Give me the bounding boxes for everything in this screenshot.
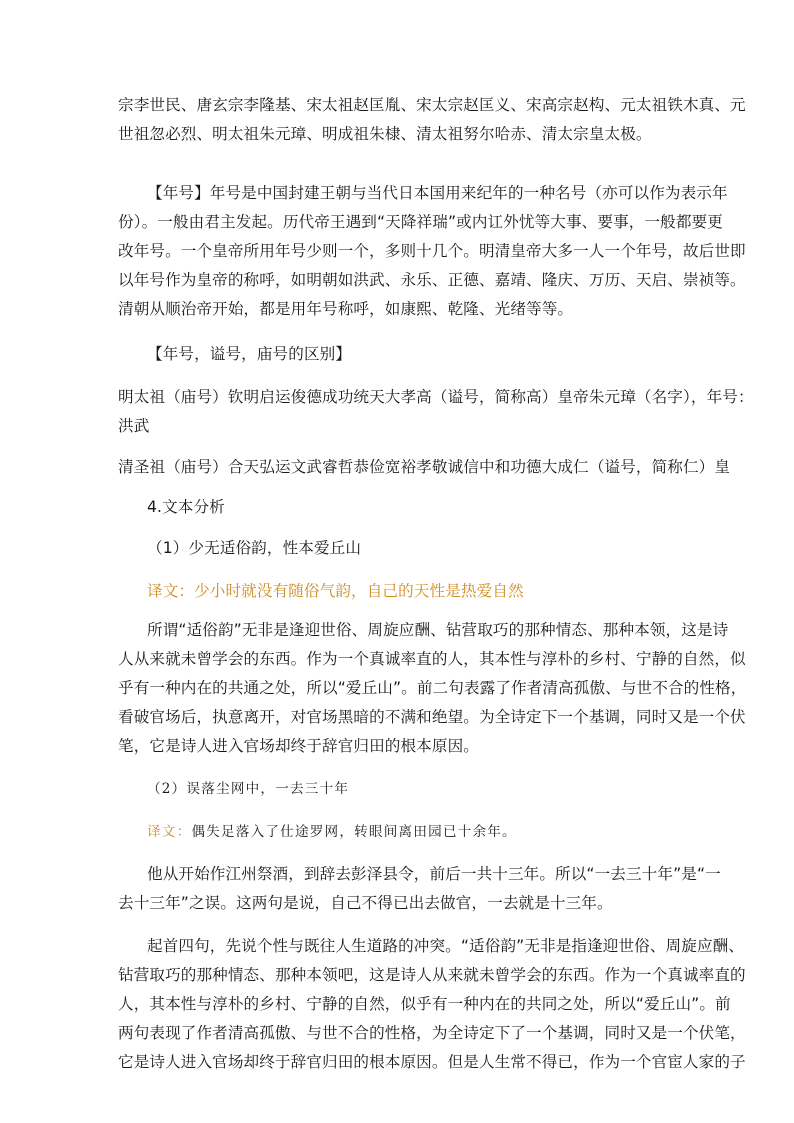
body-text-line: 乎有一种内在的共通之处，所以“爱丘山”。前二句表露了作者清高孤傲、与世不合的性格， xyxy=(118,679,747,697)
translation-text: 偶失足落入了仕途罗网，转眼间离田园已十余年。 xyxy=(191,824,517,840)
body-text-line: 他从开始作江州祭酒，到辞去彭泽县令，前后一共十三年。所以“一去三十年”是“一 xyxy=(147,865,721,883)
body-text-line: 人，其本性与淳朴的乡村、宁静的自然，似乎有一种内在的共同之处，所以“爱丘山”。前 xyxy=(118,995,731,1013)
body-text-line: 清朝从顺治帝开始，都是用年号称呼，如康熙、乾隆、光绪等等。 xyxy=(118,300,574,318)
body-text-line: 洪武 xyxy=(118,417,150,435)
body-text-line: 笔，它是诗人进入官场却终于辞官归田的根本原因。 xyxy=(118,737,479,755)
body-text-line: 人从来就未曾学会的东西。作为一个真诚率直的人，其本性与淳朴的乡村、宁静的自然，似 xyxy=(118,650,746,668)
translation-line xyxy=(147,581,524,601)
translation-label: 译文： xyxy=(147,582,195,600)
body-text-line: 宗李世民、唐玄宗李隆基、宋太祖赵匡胤、宋太宗赵匡义、宋高宗赵构、元太祖铁木真、元 xyxy=(118,96,746,114)
subsection-title: （1）少无适俗韵，性本爱丘山 xyxy=(147,539,362,557)
section-heading: 【年号，谥号，庙号的区别】 xyxy=(147,345,352,363)
translation-label: 译文： xyxy=(147,824,192,840)
body-text-line: 【年号】年号是中国封建王朝与当代日本国用来纪年的一种名号（亦可以作为表示年 xyxy=(147,184,728,202)
body-text-line: 两句表现了作者清高孤傲、与世不合的性格，为全诗定下了一个基调，同时又是一个伏笔， xyxy=(118,1024,746,1042)
body-text-line: 去十三年”之误。这两句是说，自己不得已出去做官，一去就是十三年。 xyxy=(118,894,613,912)
body-text-line: 清圣祖（庙号）合天弘运文武睿哲恭俭宽裕孝敬诚信中和功德大成仁（谥号，简称仁）皇 xyxy=(118,458,731,476)
body-text-line: 份）。一般由君主发起。历代帝王遇到“天降祥瑞”或内讧外忧等大事、要事，一般都要更 xyxy=(118,213,723,231)
translation-line xyxy=(147,822,517,842)
section-heading: 4.文本分析 xyxy=(147,498,225,516)
body-text-line: 以年号作为皇帝的称呼，如明朝如洪武、永乐、正德、嘉靖、隆庆、万历、天启、崇祯等。 xyxy=(118,271,746,289)
body-text-line: 起首四句，先说个性与既往人生道路的冲突。“适俗韵”无非是指逢迎世俗、周旋应酬、 xyxy=(147,937,745,955)
body-text-line: 改年号。一个皇帝所用年号少则一个，多则十几个。明清皇帝大多一人一个年号，故后世即 xyxy=(118,242,746,260)
body-text-line: 所谓“适俗韵”无非是逢迎世俗、周旋应酬、钻营取巧的那种情态、那种本领，这是诗 xyxy=(147,621,729,639)
body-text-line: 世祖忽必烈、明太祖朱元璋、明成祖朱棣、清太祖努尔哈赤、清太宗皇太极。 xyxy=(118,125,652,143)
body-text-line: 钻营取巧的那种情态、那种本领吧，这是诗人从来就未曾学会的东西。作为一个真诚率直的 xyxy=(118,966,746,984)
body-text-line: 明太祖（庙号）钦明启运俊德成功统天大孝高（谥号，简称高）皇帝朱元璋（名字），年号： xyxy=(118,388,754,406)
body-text-line: 看破官场后，执意离开，对官场黑暗的不满和绝望。为全诗定下一个基调，同时又是一个伏 xyxy=(118,708,746,726)
body-text-line: 它是诗人进入官场却终于辞官归田的根本原因。但是人生常不得已，作为一个官宦人家的子 xyxy=(118,1053,746,1071)
translation-text: 少小时就没有随俗气韵，自己的天性是热爱自然 xyxy=(194,582,524,600)
subsection-title: （2）误落尘网中，一去三十年 xyxy=(147,781,350,797)
